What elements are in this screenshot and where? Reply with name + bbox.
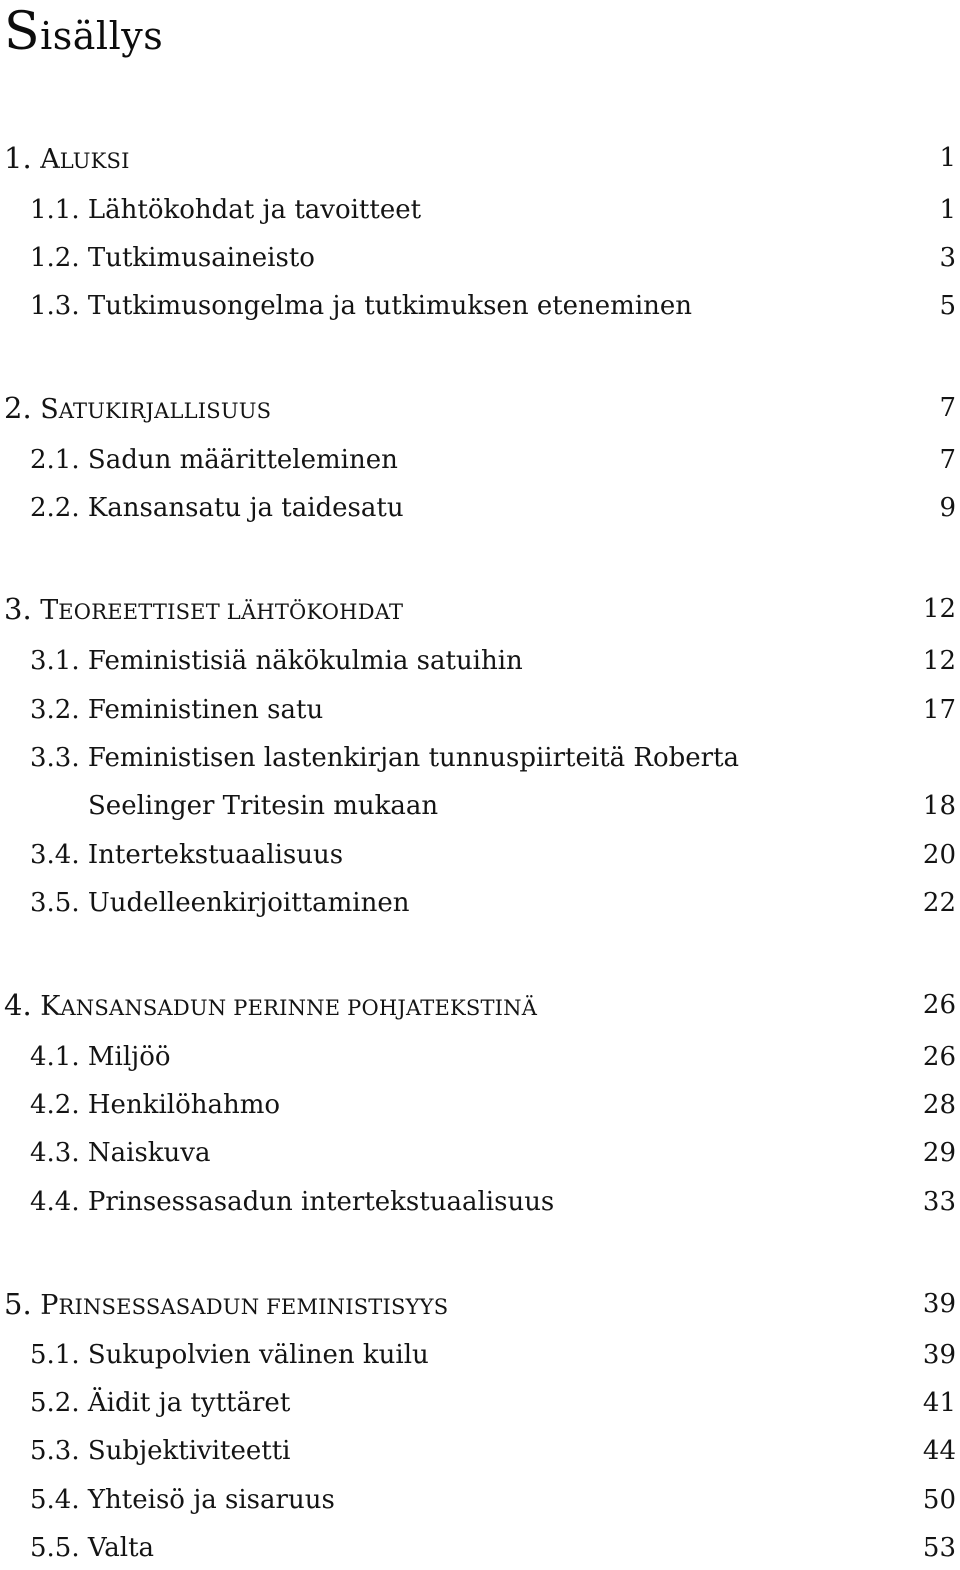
section-title: 3.4. Intertekstuaalisuus: [30, 840, 344, 870]
chapter-title: 3. TEOREETTISET LÄHTÖKOHDAT: [4, 592, 404, 626]
page-number: 3: [939, 243, 956, 273]
section-title: 5.4. Yhteisö ja sisaruus: [30, 1485, 335, 1515]
section-title: 5.5. Valta: [30, 1533, 155, 1563]
toc-section-2-1: [0, 440, 960, 480]
page-number: 29: [922, 1138, 956, 1168]
toc-section-5-2: [0, 1383, 960, 1423]
page-number: 33: [922, 1187, 956, 1217]
page-number: 17: [922, 695, 956, 725]
chapter-title: 2. SATUKIRJALLISUUS: [4, 391, 272, 425]
section-title: 5.2. Äidit ja tyttäret: [30, 1388, 291, 1418]
toc-section-3-3-continued: [0, 786, 960, 826]
page-number: 18: [922, 791, 956, 821]
toc-section-3-2: [0, 690, 960, 730]
page-title-rest: isällys: [40, 14, 164, 58]
page-number: 26: [922, 990, 956, 1020]
section-title: 3.3. Feministisen lastenkirjan tunnuspiirteitä Roberta: [30, 743, 740, 773]
toc-chapter-4: [0, 985, 960, 1025]
page-number: 1: [939, 195, 956, 225]
section-title: 1.1. Lähtökohdat ja tavoitteet: [30, 195, 422, 225]
section-title: 3.2. Feministinen satu: [30, 695, 324, 725]
toc-section-3-4: [0, 835, 960, 875]
page-number: 7: [939, 445, 956, 475]
toc-chapter-5: [0, 1284, 960, 1324]
section-title-continued: Seelinger Tritesin mukaan: [88, 791, 439, 821]
toc-section-4-4: [0, 1182, 960, 1222]
page-title: [4, 2, 163, 62]
section-title: 2.2. Kansansatu ja taidesatu: [30, 493, 404, 523]
page-number: 41: [922, 1388, 956, 1418]
page-number: 26: [922, 1042, 956, 1072]
toc-section-3-3: [0, 738, 960, 778]
section-title: 4.1. Miljöö: [30, 1042, 171, 1072]
section-title: 5.3. Subjektiviteetti: [30, 1436, 291, 1466]
section-title: 1.3. Tutkimusongelma ja tutkimuksen eteneminen: [30, 291, 693, 321]
page-number: 44: [922, 1436, 956, 1466]
chapter-title: 5. PRINSESSASADUN FEMINISTISYYS: [4, 1287, 449, 1321]
page-number: 28: [922, 1090, 956, 1120]
chapter-title: 1. ALUKSI: [4, 141, 130, 175]
section-title: 4.3. Naiskuva: [30, 1138, 211, 1168]
toc-section-4-3: [0, 1133, 960, 1173]
section-title: 1.2. Tutkimusaineisto: [30, 243, 315, 273]
page-number: 39: [922, 1340, 956, 1370]
page-number: 1: [939, 143, 956, 173]
toc-section-5-3: [0, 1431, 960, 1471]
toc-section-3-5: [0, 883, 960, 923]
page-number: 9: [939, 493, 956, 523]
toc-chapter-3: [0, 589, 960, 629]
chapter-title: 4. KANSANSADUN PERINNE POHJATEKSTINÄ: [4, 988, 538, 1022]
page-number: 22: [922, 888, 956, 918]
section-title: 2.1. Sadun määritteleminen: [30, 445, 398, 475]
section-title: 4.2. Henkilöhahmo: [30, 1090, 281, 1120]
toc-chapter-1: [0, 138, 960, 178]
toc-section-5-5: [0, 1528, 960, 1568]
toc-section-3-1: [0, 641, 960, 681]
page-number: 53: [922, 1533, 956, 1563]
page-number: 5: [939, 291, 956, 321]
section-title: 3.5. Uudelleenkirjoittaminen: [30, 888, 410, 918]
toc-section-5-4: [0, 1480, 960, 1520]
page-number: 50: [922, 1485, 956, 1515]
toc-section-4-1: [0, 1037, 960, 1077]
page-number: 39: [922, 1289, 956, 1319]
section-title: 3.1. Feministisiä näkökulmia satuihin: [30, 646, 523, 676]
toc-section-1-1: [0, 190, 960, 230]
toc-section-1-3: [0, 286, 960, 326]
toc-section-2-2: [0, 488, 960, 528]
page-title-initial: S: [4, 2, 41, 62]
toc-chapter-2: [0, 388, 960, 428]
section-title: 4.4. Prinsessasadun intertekstuaalisuus: [30, 1187, 555, 1217]
page-number: 7: [939, 393, 956, 423]
page-number: 20: [922, 840, 956, 870]
toc-section-4-2: [0, 1085, 960, 1125]
toc-section-5-1: [0, 1335, 960, 1375]
section-title: 5.1. Sukupolvien välinen kuilu: [30, 1340, 429, 1370]
page-number: 12: [922, 646, 956, 676]
page-number: 12: [922, 594, 956, 624]
toc-section-1-2: [0, 238, 960, 278]
